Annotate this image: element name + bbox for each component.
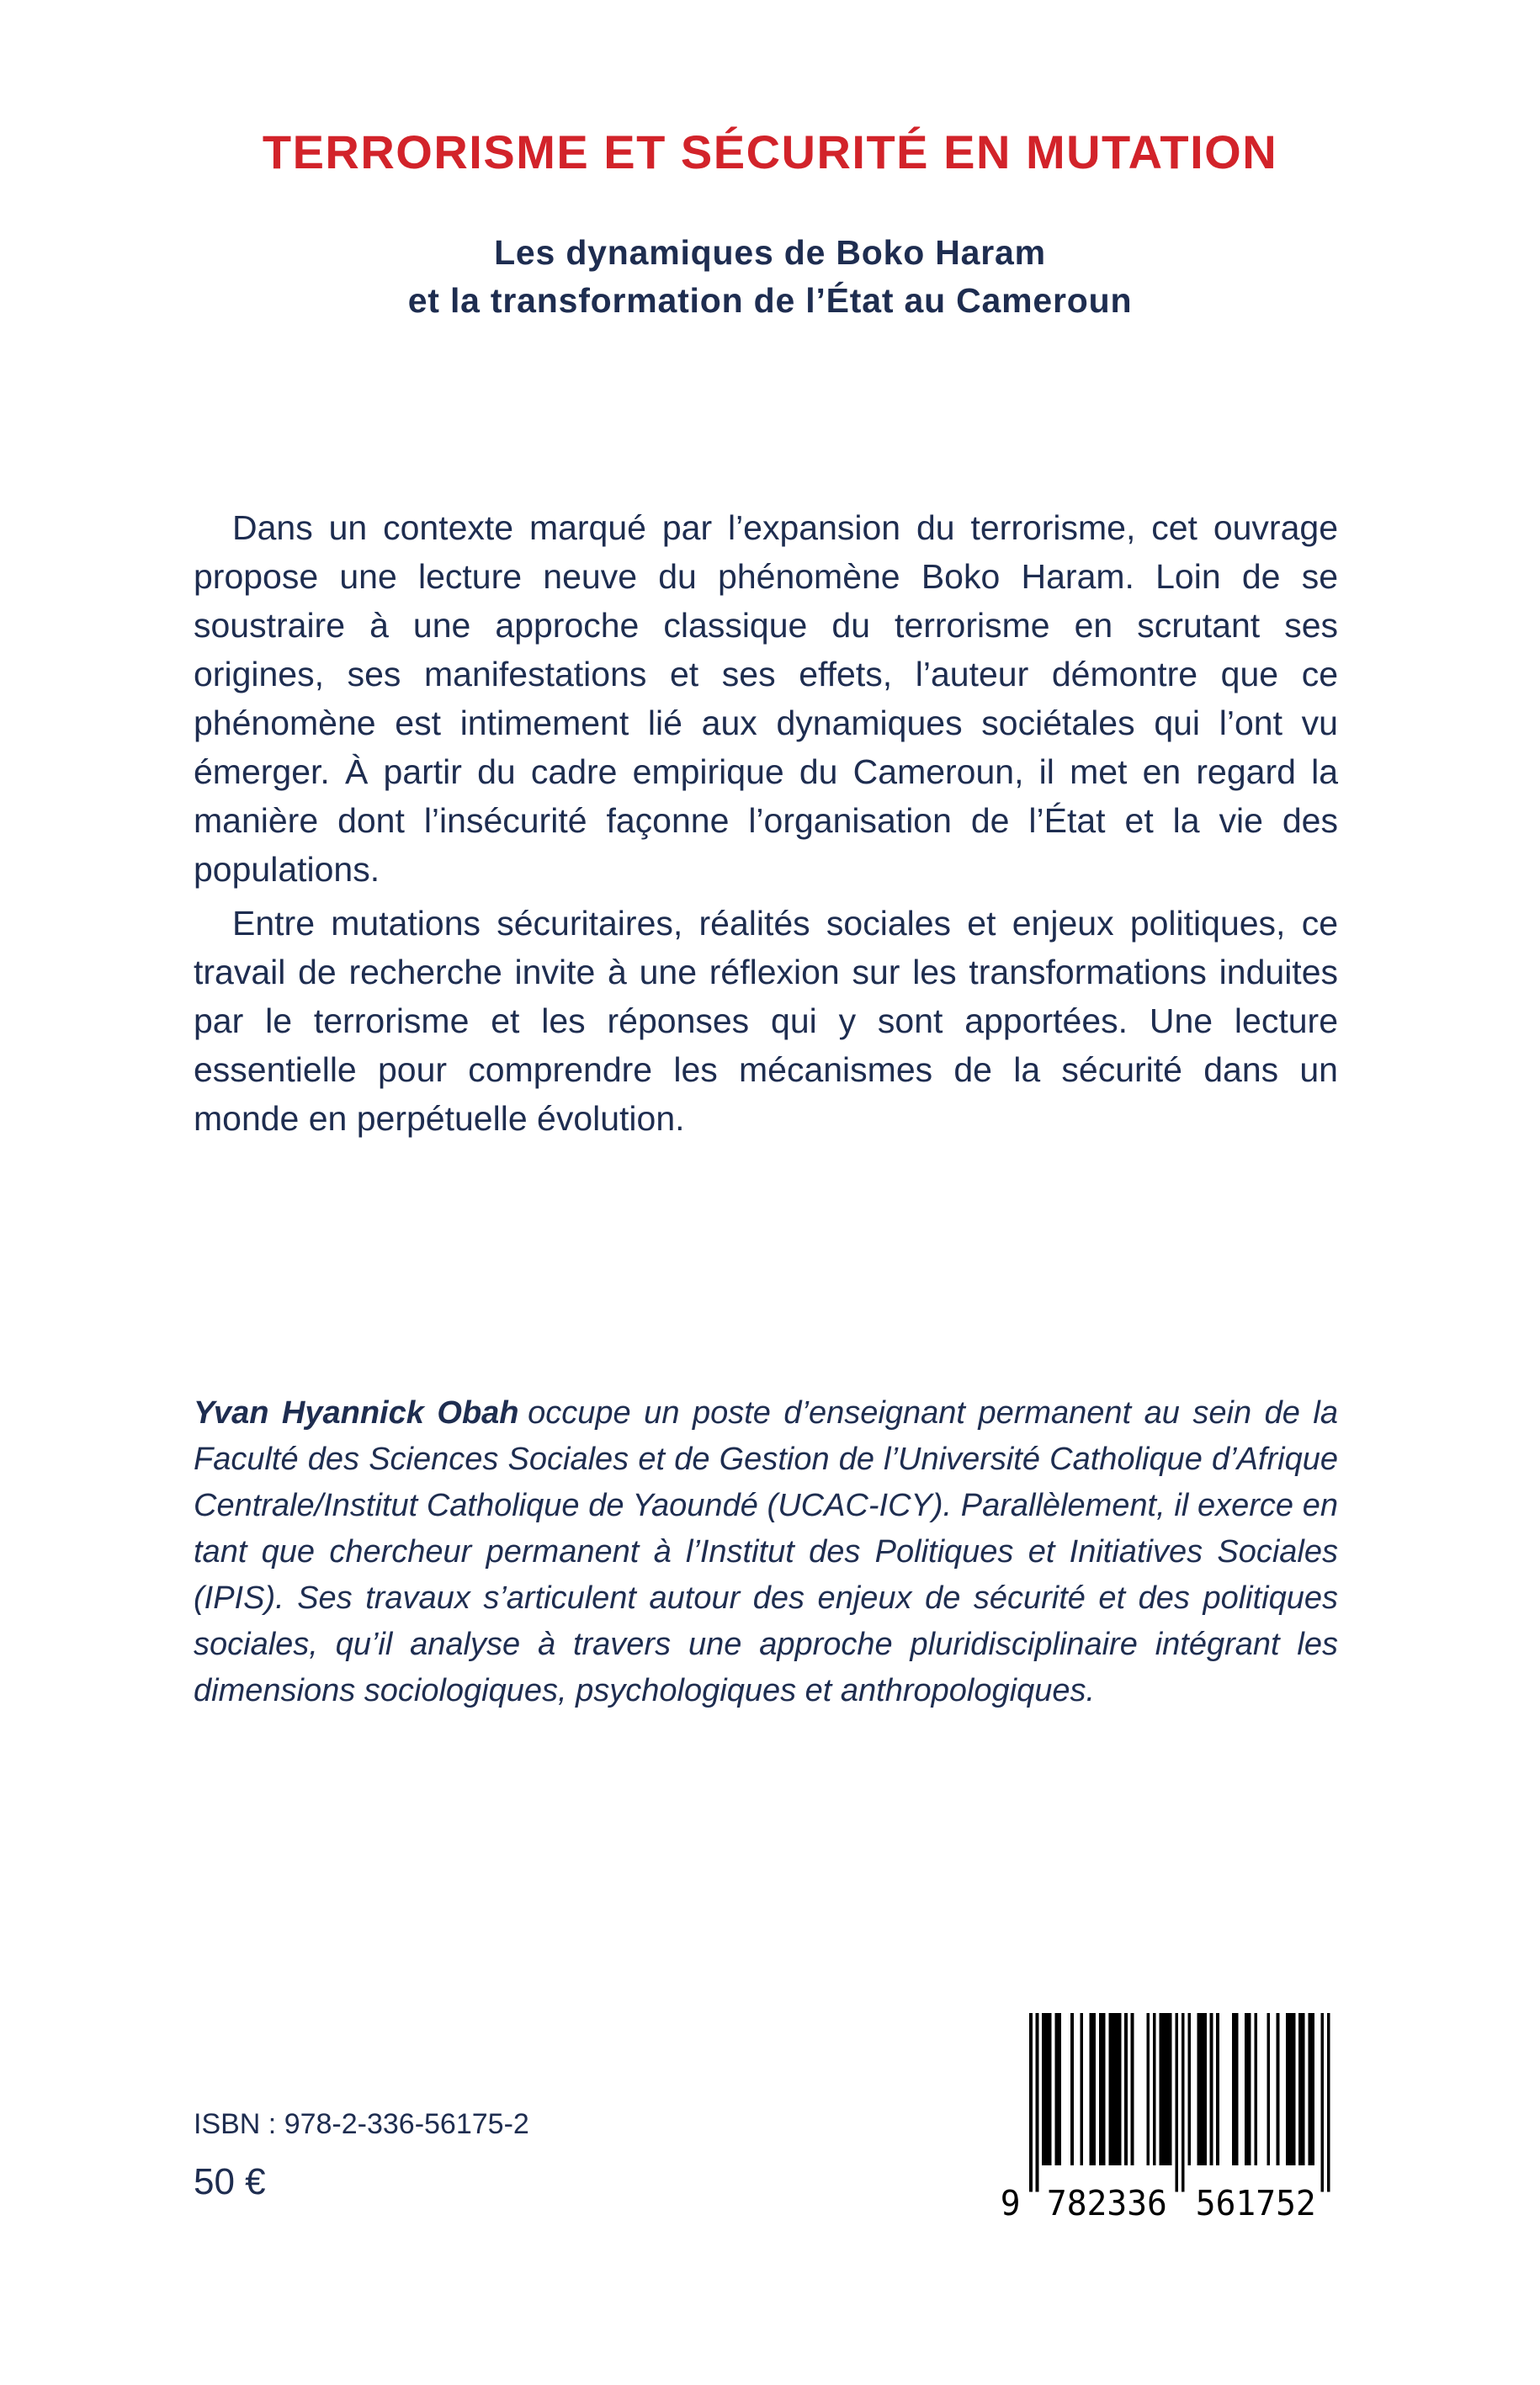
synopsis-paragraph-1: Dans un contexte marqué par l’expansion du terrorisme, cet ouvrage propose une lecture neuve du phénomène Boko Haram. Loin de se soustraire à une approche classique du terrorisme en scrutant ses origines, ses manifestations et ses effets, l’auteur démontre que ce phénomène est intimement lié aux dynamiques sociétales qui l’ont vu émerger. À partir du cadre empirique du Cameroun, il met en regard la manière dont l’insécurité façonne l’organisation de l’État et la vie des populations. (194, 508, 1338, 889)
svg-text:9: 9 (1000, 2182, 1021, 2222)
svg-text:561752: 561752 (1195, 2182, 1316, 2222)
author-name: Yvan Hyannick Obah (194, 1395, 519, 1431)
synopsis (194, 503, 1338, 1148)
barcode-image (991, 2013, 1340, 2222)
subtitle-line-2: et la transformation de l’État au Cameroun (407, 281, 1133, 320)
synopsis-paragraph-2: Entre mutations sécuritaires, réalités sociales et enjeux politiques, ce travail de recherche invite à une réflexion sur les transformations induites par le terrorisme et les réponses qui y sont apportées. Une lecture essentielle pour comprendre les mécanismes de la sécurité dans un monde en perpétuelle évolution. (194, 904, 1338, 1138)
barcode (991, 2013, 1340, 2222)
price-text: 50 € (194, 2161, 266, 2202)
svg-text:782336: 782336 (1046, 2182, 1167, 2222)
author-bio-text: occupe un poste d’enseignant permanent au sein de la Faculté des Sciences Sociales et de Gestion de l’Université Catholique d’Afrique Centrale/Institut Catholique de Yaoundé (UCAC-ICY). Parallèlement, il exerce en tant que chercheur permanent à l’Institut des Politiques et Initiatives Sociales (IPIS). Ses travaux s’articulent autour des enjeux de sécurité et des politiques sociales, qu’il analyse à travers une approche pluridisciplinaire intégrant les dimensions sociologiques, psychologiques et anthropologiques. (194, 1395, 1338, 1708)
book-subtitle (0, 229, 1540, 325)
author-bio (194, 1390, 1338, 1714)
isbn-text: ISBN : 978-2-336-56175-2 (194, 2108, 529, 2140)
subtitle-line-1: Les dynamiques de Boko Haram (494, 233, 1046, 272)
book-title: TERRORISME ET SÉCURITÉ EN MUTATION (262, 125, 1278, 178)
